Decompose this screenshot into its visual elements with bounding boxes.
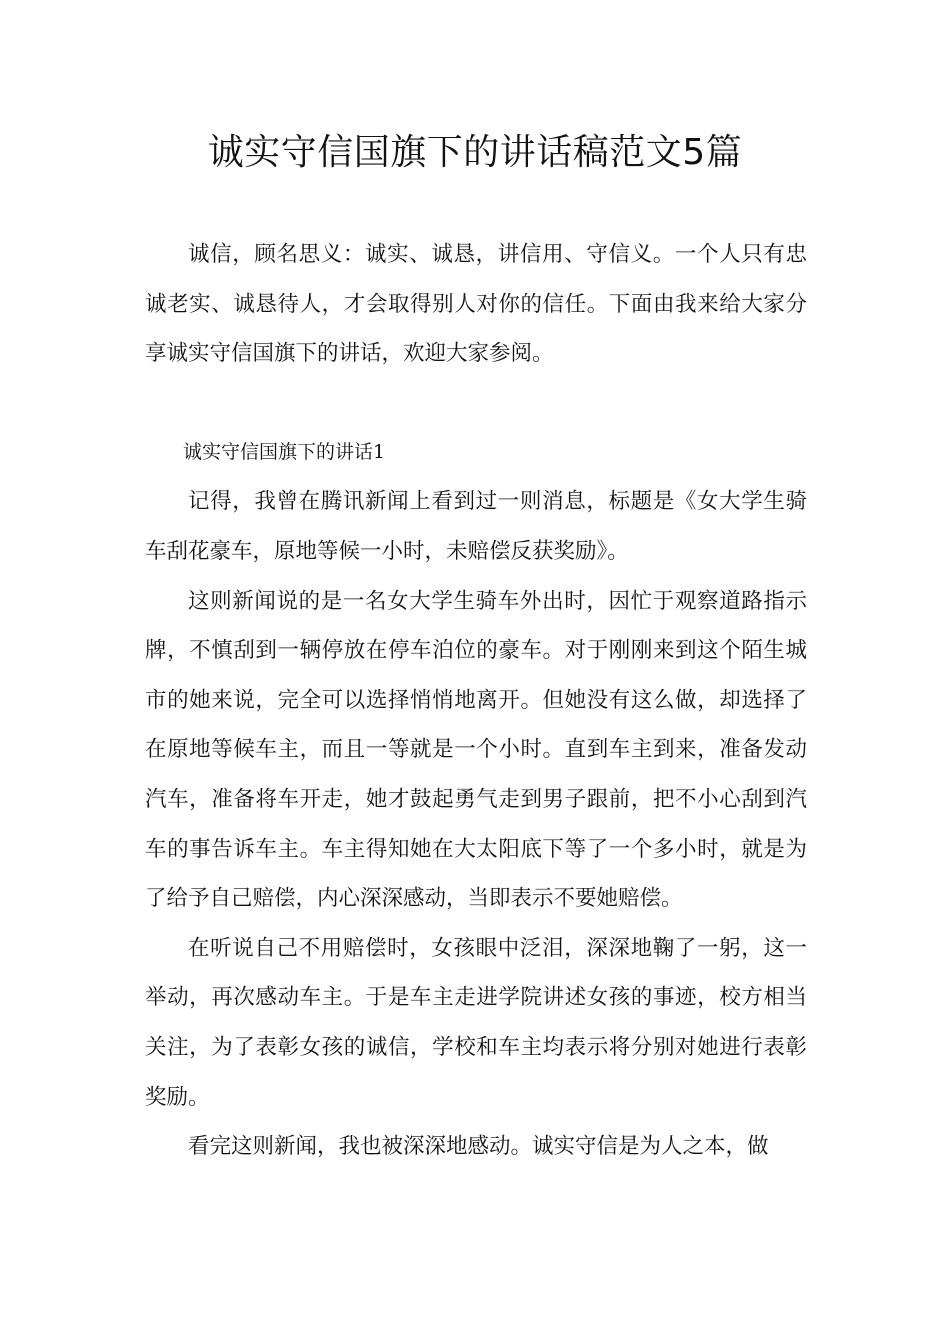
- document-title: 诚实守信国旗下的讲话稿范文5篇: [207, 132, 743, 173]
- intro-paragraph: 诚信，顾名思义：诚实、诚恳，讲信用、守信义。一个人只有忠诚老实、诚恳待人，才会取得别人对你的信任。下面由我来给大家分享诚实守信国旗下的讲话，欢迎大家参阅。: [145, 242, 807, 367]
- body-paragraph: 这则新闻说的是一名女大学生骑车外出时，因忙于观察道路指示牌，不慎刮到一辆停放在停车泊位的豪车。对于刚刚来到这个陌生城市的她来说，完全可以选择悄悄地离开。但她没有这么做，却选择了在原地等候车主，而且一等就是一个小时。直到车主到来，准备发动汽车，准备将车开走，她才鼓起勇气走到男子跟前，把不小心刮到汽车的事告诉车主。车主得知她在大太阳底下等了一个多小时，就是为了给予自己赔偿，内心深深感动，当即表示不要她赔偿。: [145, 588, 807, 912]
- body-paragraph: 在听说自己不用赔偿时，女孩眼中泛泪，深深地鞠了一躬，这一举动，再次感动车主。于是车主走进学院讲述女孩的事迹，校方相当关注，为了表彰女孩的诚信，学校和车主均表示将分别对她进行表彰奖励。: [145, 935, 807, 1110]
- section-heading: 诚实守信国旗下的讲话1: [183, 440, 386, 463]
- body-paragraph: 记得，我曾在腾讯新闻上看到过一则消息，标题是《女大学生骑车刮花豪车，原地等候一小时，未赔偿反获奖励》。: [145, 489, 807, 564]
- body-paragraph: 看完这则新闻，我也被深深地感动。诚实守信是为人之本，做: [188, 1134, 769, 1160]
- document-body: [145, 230, 807, 1172]
